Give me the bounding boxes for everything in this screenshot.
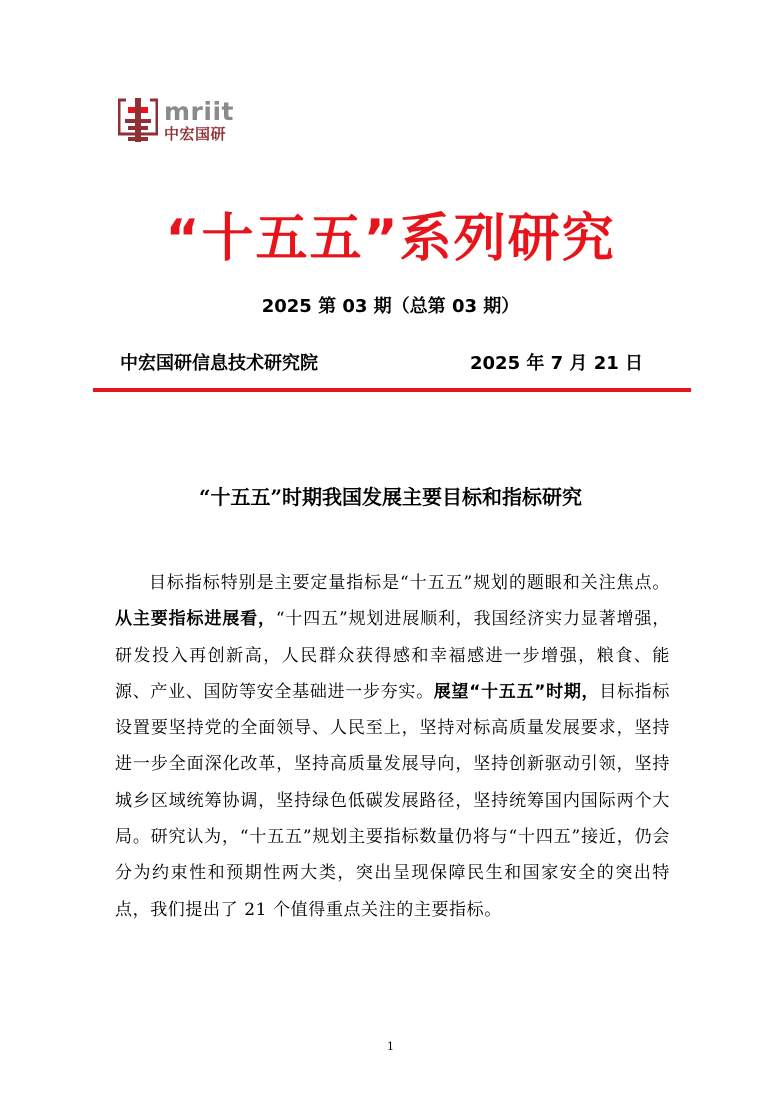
- publication-date: 2025 年 7 月 21 日: [470, 353, 644, 374]
- paragraph-bold-lead-2: 展望“十五五”时期，: [433, 681, 600, 702]
- body-paragraph: [115, 565, 670, 928]
- organization-name: 中宏国研信息技术研究院: [120, 353, 318, 374]
- page-number: 1: [387, 1040, 394, 1053]
- issue-number: 2025 第 03 期（总第 03 期）: [261, 296, 520, 317]
- logo: [118, 97, 234, 143]
- series-title: “十五五”系列研究: [165, 209, 616, 269]
- article-title: “十五五”时期我国发展主要目标和指标研究: [198, 485, 582, 509]
- logo-wordmark-en: mriit: [164, 96, 234, 126]
- logo-wordmark-cn: 中宏国研: [164, 124, 227, 143]
- paragraph-bold-lead-1: 从主要指标进展看，: [115, 609, 276, 630]
- mriit-logo-icon: [118, 97, 158, 143]
- header-divider: [93, 388, 691, 392]
- paragraph-end: 目标指标设置要坚持党的全面领导、人民至上，坚持对标高质量发展要求，坚持进一步全面深化改革，坚持高质量发展导向，坚持创新驱动引领，坚持城乡区域统筹协调，坚持绿色低碳发展路径，坚持统筹国内国际两个大局。研究认为，“十五五”规划主要指标数量仍将与“十四五”接近，仍会分为约束性和预期性两大类，突出呈现保障民生和国家安全的突出特点，我们提出了 21 个值得重点关注的主要指标。: [115, 681, 670, 920]
- paragraph-intro: 目标指标特别是主要定量指标是“十五五”规划的题眼和关注焦点。: [149, 573, 670, 593]
- paragraph-middle: “十四五”规划进展顺利，我国经济实力显著增强，研发投入再创新高，人民群众获得感和幸福感进一步增强，粮食、能源、产业、国防等安全基础进一步夯实。: [115, 609, 670, 702]
